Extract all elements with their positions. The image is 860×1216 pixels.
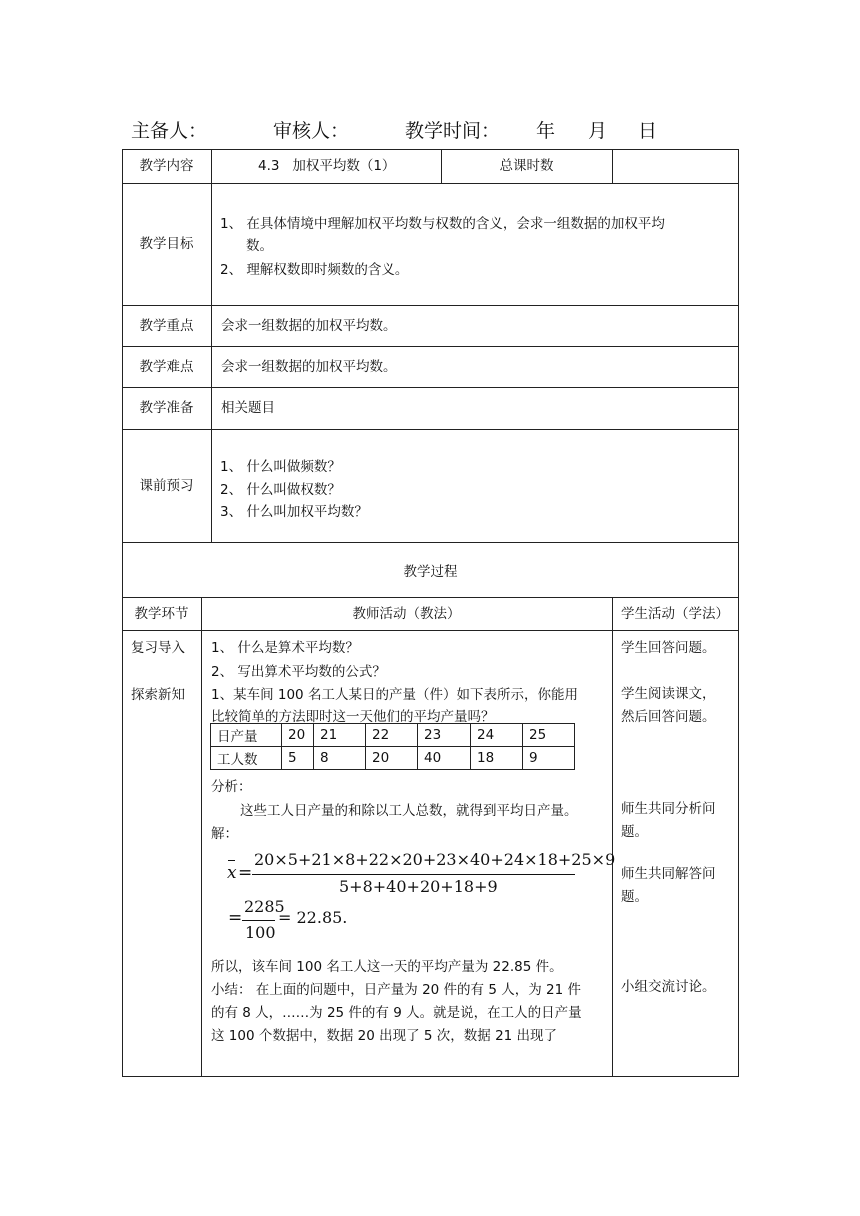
table-cell: 40	[418, 747, 471, 770]
result-value: = 22.85.	[278, 908, 348, 927]
student-activity-2: 学生阅读课文，	[621, 686, 716, 702]
result-numerator: 2285	[244, 897, 285, 916]
goal-item-2: 2、 理解权数即时频数的含义。	[220, 262, 409, 278]
focus-value: 会求一组数据的加权平均数。	[221, 318, 397, 334]
month-label: 月	[588, 120, 608, 142]
production-table	[210, 723, 575, 770]
formula-variable: x	[227, 863, 237, 883]
student-activity-2-cont: 然后回答问题。	[621, 709, 716, 725]
difficulty-value: 会求一组数据的加权平均数。	[221, 359, 397, 375]
table-cell: 24	[471, 724, 523, 747]
day-label: 日	[638, 120, 658, 142]
preview-item-3: 3、 什么叫加权平均数？	[220, 504, 368, 520]
formula-equals: =	[238, 863, 253, 883]
student-activity-4-cont: 题。	[621, 889, 648, 905]
goal-item-1-cont: 数。	[246, 238, 273, 254]
table-cell: 23	[418, 724, 471, 747]
difficulty-label: 教学难点	[139, 359, 194, 375]
table-row	[211, 724, 575, 747]
analysis-text: 这些工人日产量的和除以工人总数，就得到平均日产量。	[240, 803, 578, 819]
analysis-label: 分析：	[211, 779, 252, 795]
col-teacher-header: 教师活动（教法）	[352, 606, 461, 622]
reviewer-label: 审核人：	[273, 120, 350, 142]
goal-label: 教学目标	[139, 236, 194, 252]
preview-label: 课前预习	[139, 478, 194, 494]
student-activity-5: 小组交流讨论。	[621, 979, 716, 995]
table-cell: 21	[314, 724, 366, 747]
student-activity-3: 师生共同分析问	[621, 801, 716, 817]
table-row	[211, 747, 575, 770]
table-cell: 25	[523, 724, 575, 747]
summary-line-1: 小结： 在上面的问题中，日产量为 20 件的有 5 人，为 21 件	[211, 982, 581, 998]
goal-item-1: 1、 在具体情境中理解加权平均数与权数的含义，会求一组数据的加权平均	[220, 216, 665, 232]
formula-denominator: 5+8+40+20+18+9	[339, 877, 498, 896]
content-value: 4.3 加权平均数（1）	[258, 158, 396, 174]
total-hours-label: 总课时数	[499, 158, 554, 174]
solution-label: 解：	[211, 826, 238, 842]
table-cell: 日产量	[211, 724, 282, 747]
preview-item-2: 2、 什么叫做权数？	[220, 482, 341, 498]
stage-review: 复习导入	[131, 640, 185, 656]
year-label: 年	[536, 120, 556, 142]
problem-line-2: 比较简单的方法即时这一天他们的平均产量吗？	[211, 709, 495, 725]
teaching-time-label: 教学时间：	[405, 120, 501, 142]
table-cell: 22	[366, 724, 418, 747]
summary-line-2: 的有 8 人，……为 25 件的有 9 人。就是说，在工人的日产量	[211, 1005, 582, 1021]
col-student-header: 学生活动（学法）	[621, 606, 729, 622]
problem-line-1: 1、某车间 100 名工人某日的产量（件）如下表所示，你能用	[211, 687, 578, 703]
table-cell: 5	[282, 747, 314, 770]
stage-explore: 探索新知	[131, 687, 185, 703]
focus-label: 教学重点	[139, 318, 194, 334]
content-label: 教学内容	[139, 158, 194, 174]
conclusion-text: 所以，该车间 100 名工人这一天的平均产量为 22.85 件。	[211, 959, 563, 975]
prep-label: 教学准备	[139, 400, 194, 416]
preparer-label: 主备人：	[131, 120, 208, 142]
formula-numerator: 20×5+21×8+22×20+23×40+24×18+25×9	[254, 850, 616, 869]
result-denominator: 100	[245, 923, 276, 942]
student-activity-1: 学生回答问题。	[621, 640, 716, 656]
student-activity-4: 师生共同解答问	[621, 866, 716, 882]
table-cell: 20	[366, 747, 418, 770]
table-cell: 9	[523, 747, 575, 770]
review-question-1: 1、 什么是算术平均数？	[211, 640, 359, 656]
table-cell: 工人数	[211, 747, 282, 770]
student-activity-3-cont: 题。	[621, 824, 648, 840]
table-cell: 20	[282, 724, 314, 747]
prep-value: 相关题目	[221, 400, 275, 416]
process-title: 教学过程	[403, 564, 458, 580]
preview-item-1: 1、 什么叫做频数？	[220, 459, 341, 475]
review-question-2: 2、 写出算术平均数的公式？	[211, 664, 386, 680]
col-stage-header: 教学环节	[134, 606, 189, 622]
table-cell: 8	[314, 747, 366, 770]
summary-line-3: 这 100 个数据中，数据 20 出现了 5 次，数据 21 出现了	[211, 1028, 558, 1044]
table-cell: 18	[471, 747, 523, 770]
